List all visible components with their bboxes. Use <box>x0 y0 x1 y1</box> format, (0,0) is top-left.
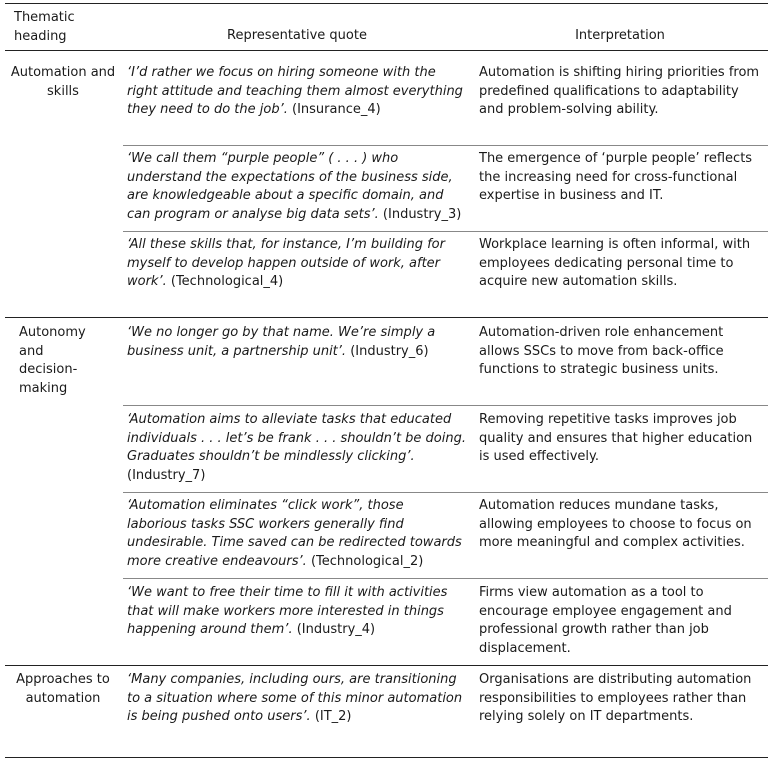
quote-text: ‘Many companies, including ours, are transitioning to a situation where some of this minor automation is being pushed onto users’. <box>127 672 463 724</box>
interpretation-cell: The emergence of ‘purple people’ reflects the increasing need for cross-functional expertise in business and IT. <box>479 151 753 203</box>
interpretation-cell: Automation is shifting hiring priorities from predefined qualifications to adaptability and problem-solving ability. <box>479 65 760 117</box>
quote-text: ‘We want to free their time to fill it with activities that will make workers more interested in things happening around them’. <box>127 585 448 637</box>
quote-source: (Insurance_4) <box>292 102 381 117</box>
quote-text: ‘Automation eliminates “click work”, those laborious tasks SSC workers generally find undesirable. Time saved can be redirected towards more creative endeavours’. <box>127 498 462 569</box>
quote-cell <box>127 411 467 485</box>
quote-cell <box>127 236 467 292</box>
interpretation-cell: Automation-driven role enhancement allows SSCs to move from back-office functions to strategic business units. <box>479 325 724 377</box>
quote-cell <box>127 497 467 571</box>
interpretation-cell: Workplace learning is often informal, with employees dedicating personal time to acquire new automation skills. <box>479 237 751 289</box>
quote-source: (IT_2) <box>314 709 352 724</box>
quote-cell <box>127 64 467 120</box>
quote-source: (Industry_3) <box>382 206 462 222</box>
quote-text: ‘Automation aims to alleviate tasks that educated individuals . . . let’s be frank . . . shouldn’t be doing. Graduates shouldn’t be mindlessly clicking’. <box>127 412 466 464</box>
quote-cell <box>127 584 467 640</box>
quote-text: ‘We call them “purple people” ( . . . ) who understand the expectations of the business side, are knowledgeable about a specific domain, and can program or analyse big data sets’. <box>127 151 453 222</box>
interpretation-cell: Organisations are distributing automation responsibilities to employees rather than relying solely on IT departments. <box>479 672 752 724</box>
quote-source: (Industry_6) <box>350 343 429 359</box>
theme-heading: Approaches to automation <box>16 672 110 706</box>
row-divider <box>123 492 768 493</box>
theme-heading: Automation and skills <box>10 65 116 99</box>
header-thematic-heading: Thematic heading <box>14 10 75 44</box>
quote-source: (Industry_4) <box>296 622 376 637</box>
quote-text: ‘All these skills that, for instance, I’m building for myself to develop happen outside of work, after work’. <box>127 237 445 289</box>
quote-text: ‘We no longer go by that name. We’re simply a business unit, a partnership unit’. <box>127 325 436 359</box>
interpretation-cell: Removing repetitive tasks improves job quality and ensures that higher education is used effectively. <box>479 412 753 464</box>
quote-source: (Technological_2) <box>310 553 424 569</box>
header-interpretation: Interpretation <box>575 28 665 43</box>
table-top-rule <box>5 3 768 4</box>
interpretation-cell: Firms view automation as a tool to encourage employee engagement and professional growth rather than job displacement. <box>479 585 732 656</box>
row-divider <box>123 578 768 579</box>
quote-cell <box>127 671 467 727</box>
group-divider <box>5 665 768 666</box>
theme-heading: Autonomy and decision-making <box>19 325 86 396</box>
quote-cell <box>127 324 467 361</box>
row-divider <box>123 231 768 232</box>
quote-text: ‘I’d rather we focus on hiring someone with the right attitude and teaching them almost everything they need to do the job’. <box>127 65 463 117</box>
interpretation-cell: Automation reduces mundane tasks, allowing employees to choose to focus on more meaningful and complex activities. <box>479 498 752 550</box>
quote-cell <box>127 150 467 224</box>
row-divider <box>123 145 768 146</box>
header-bottom-rule <box>5 50 768 51</box>
header-representative-quote: Representative quote <box>227 28 367 43</box>
quote-source: (Technological_4) <box>170 274 284 289</box>
quote-source: (Industry_7) <box>127 467 206 483</box>
row-divider <box>123 405 768 406</box>
group-divider <box>5 317 768 318</box>
